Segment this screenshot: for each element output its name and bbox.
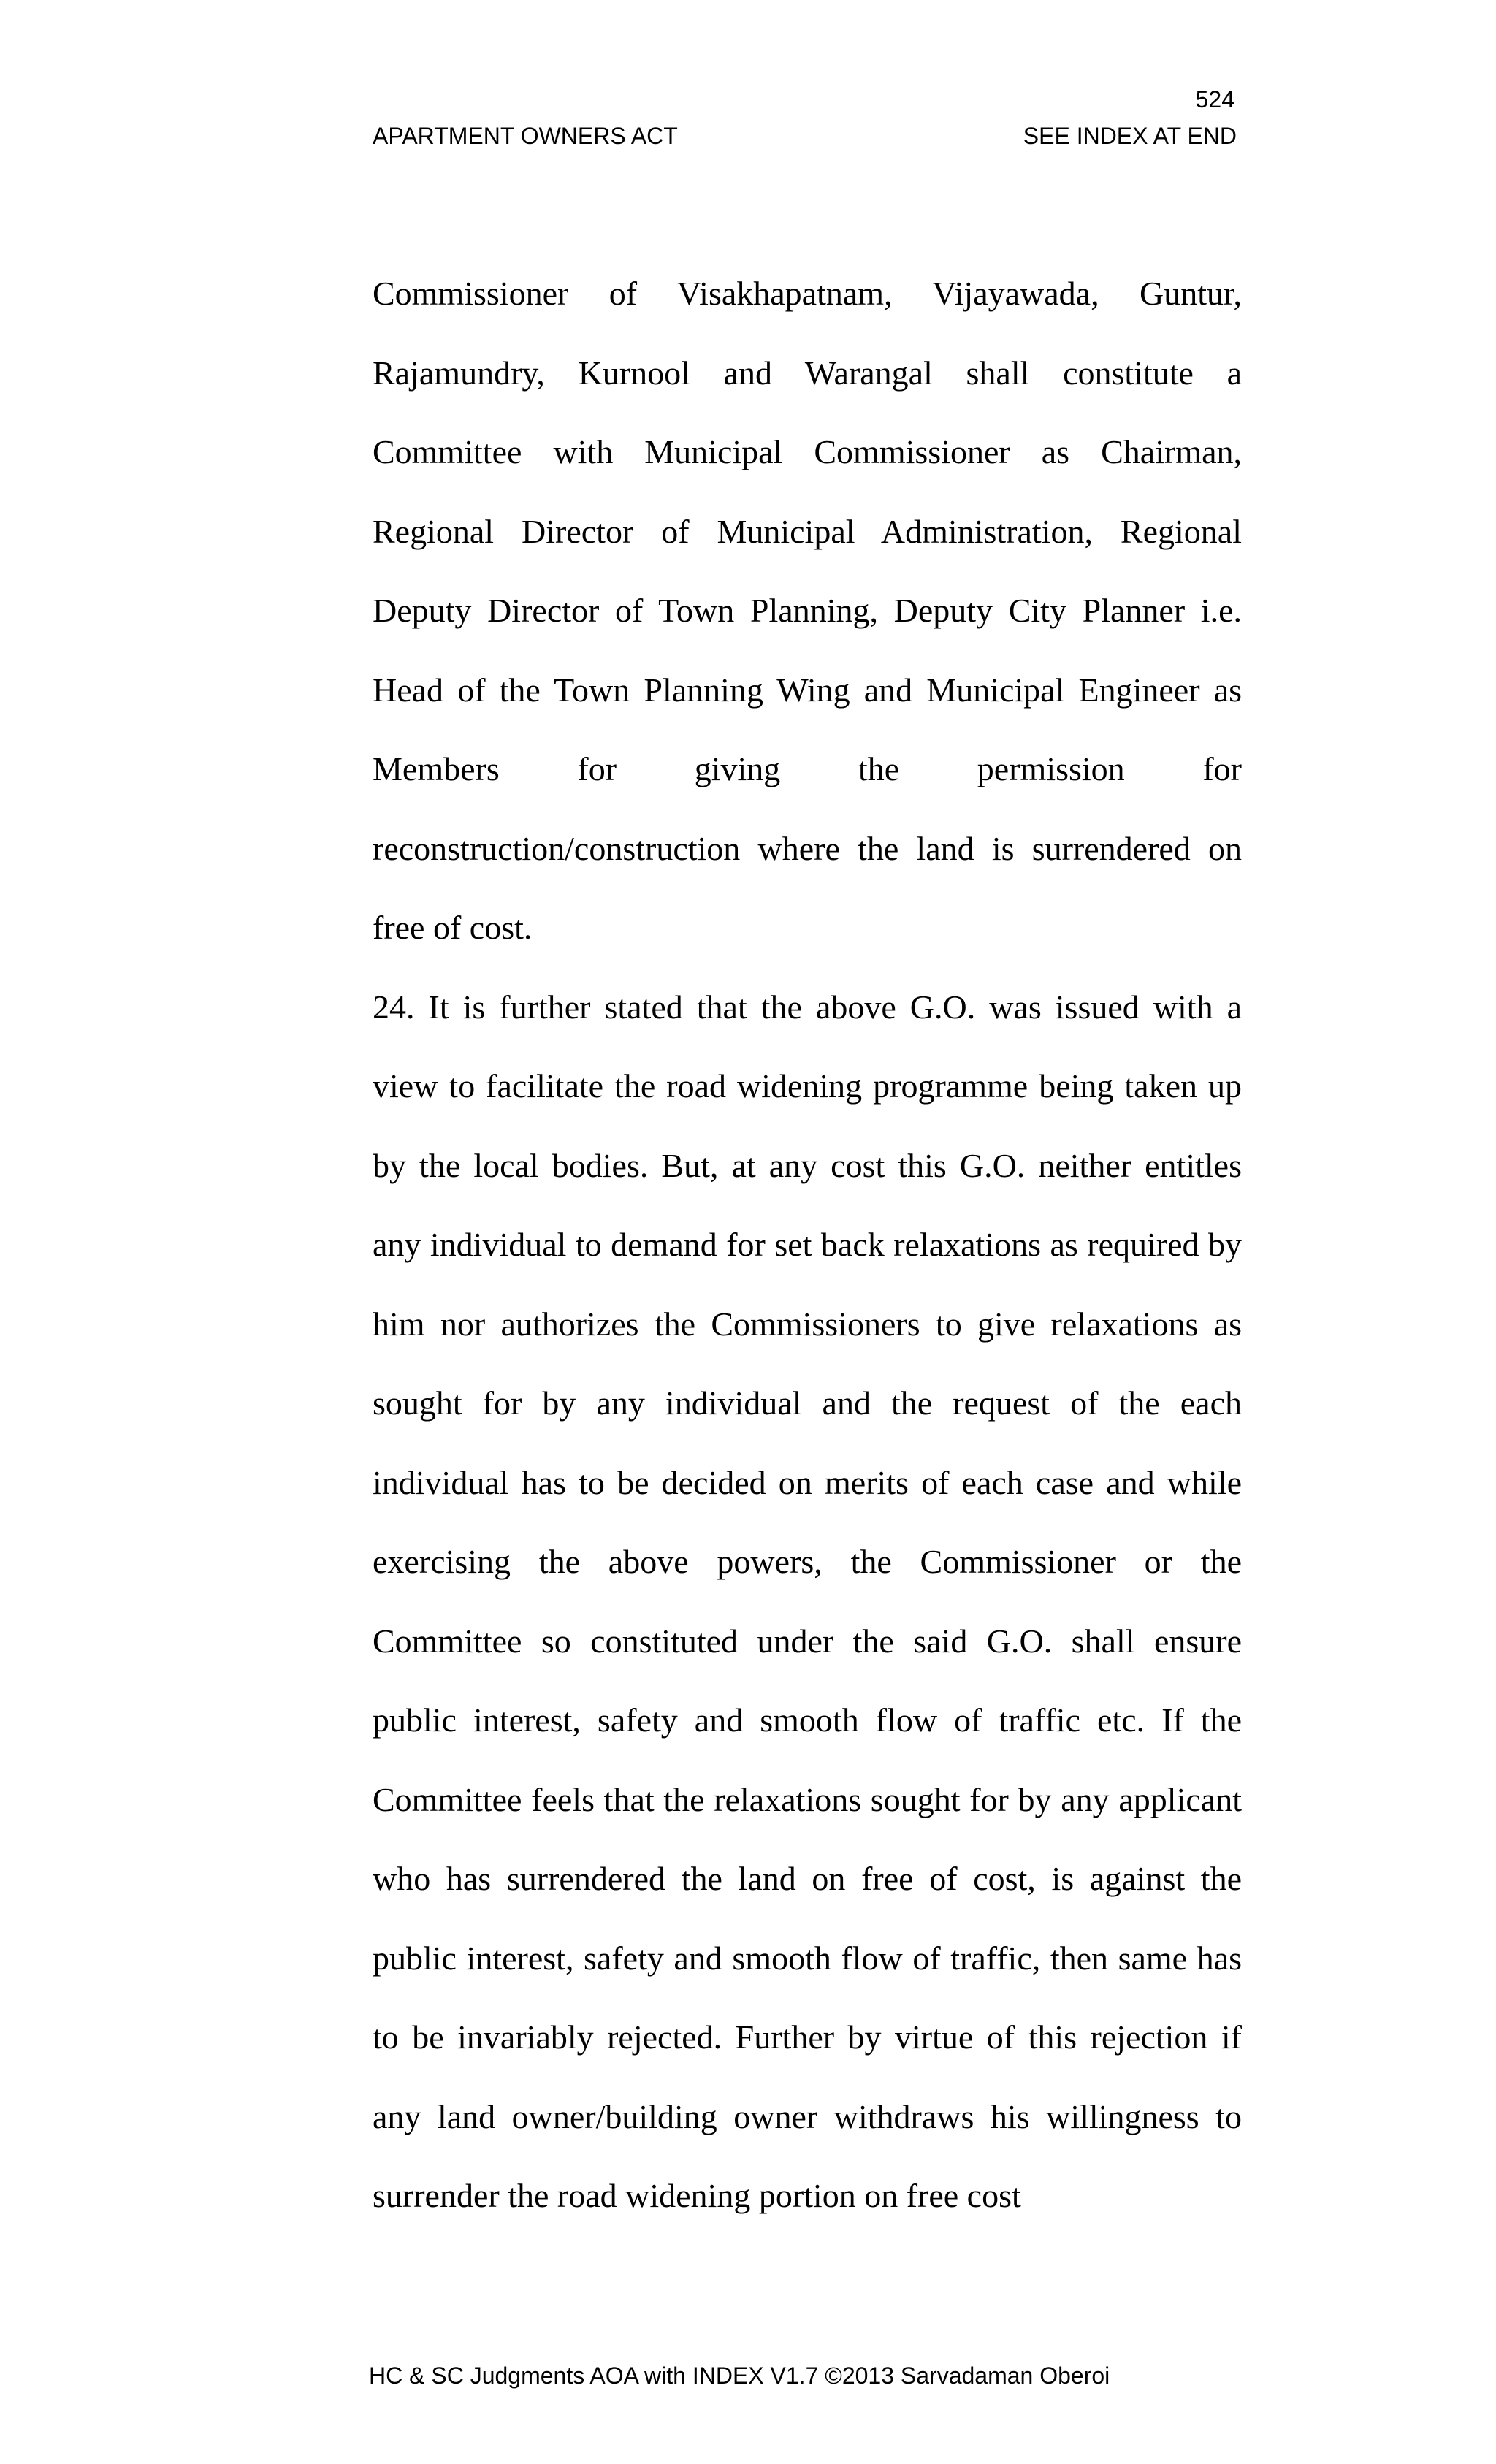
document-body <box>373 254 1242 2236</box>
running-header-index-note: SEE INDEX AT END <box>1023 123 1237 149</box>
running-header-title: APARTMENT OWNERS ACT <box>373 123 678 149</box>
page-footer: HC & SC Judgments AOA with INDEX V1.7 ©2013 Sarvadaman Oberoi <box>369 2362 1110 2389</box>
page-number: 524 <box>1195 86 1234 112</box>
paragraph-24: 24. It is further stated that the above G.O. was issued with a view to facilitate the road widening programme being taken up by the local bodies. But, at any cost this G.O. neither entitles any individual to demand for set back relaxations as required by him nor authorizes the Commissioners to give relaxations as sought for by any individual and the request of the each individual has to be decided on merits of each case and while exercising the above powers, the Commissioner or the Committee so constituted under the said G.O. shall ensure public interest, safety and smooth flow of traffic etc. If the Committee feels that the relaxations sought for by any applicant who has surrendered the land on free of cost, is against the public interest, safety and smooth flow of traffic, then same has to be invariably rejected. Further by virtue of this rejection if any land owner/building owner withdraws his willingness to surrender the road widening portion on free cost <box>373 988 1242 2214</box>
paragraph-continuation: Commissioner of Visakhapatnam, Vijayawada, Guntur, Rajamundry, Kurnool and Warangal shall constitute a Committee with Municipal Commissioner as Chairman, Regional Director of Municipal Administration, Regional Deputy Director of Town Planning, Deputy City Planner i.e. Head of the Town Planning Wing and Municipal Engineer as Members for giving the permission for reconstruction/construction where the land is surrendered on free of cost. <box>373 275 1242 946</box>
